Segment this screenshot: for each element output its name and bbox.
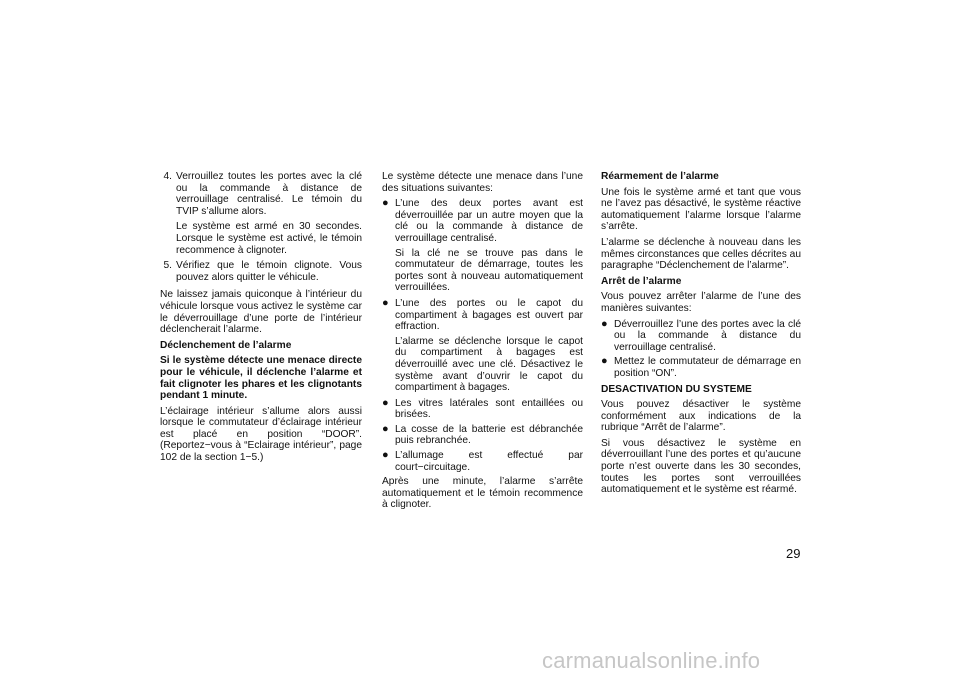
step-5-text: Vérifiez que le témoin clignote. Vous pouvez alors quitter le véhicule. xyxy=(176,260,362,283)
step-4-note: Le système est armé en 30 secondes. Lorsque le système est activé, le témoin recommence à clignoter. xyxy=(176,221,362,256)
bullet-icon: ● xyxy=(382,422,389,435)
step-5 xyxy=(160,260,362,283)
stop-bullet-2-text: Mettez le commutateur de démarrage en position “ON”. xyxy=(614,356,801,379)
threat-bullet-1-text: L’une des deux portes avant est déverrouillée par un autre moyen que la clé ou la commande à distance de verrouillage centralisé. xyxy=(395,198,583,244)
trigger-bold-paragraph: Si le système détecte une menace directe pour le véhicule, il déclenche l’alarme et fait clignoter les phares et les clignotants pendant 1 minute. xyxy=(160,355,362,402)
threat-bullet-4-text: La cosse de la batterie est débranchée puis rebranchée. xyxy=(395,423,583,447)
warning-paragraph: Ne laissez jamais quiconque à l’intérieur du véhicule lorsque vous activez le système car le déverrouillage d’une porte de l’intérieur déclencherait l’alarme. xyxy=(160,289,362,336)
heading-stop: Arrêt de l’alarme xyxy=(601,275,682,287)
bullet-icon: ● xyxy=(382,197,389,210)
column-3 xyxy=(601,171,801,500)
threat-bullet-1-note: Si la clé ne se trouve pas dans le commutateur de démarrage, toutes les portes sont à nouveau automatiquement verrouillées. xyxy=(395,247,583,294)
stop-bullet-1-text: Déverrouillez l’une des portes avec la clé ou la commande à distance du verrouillage centralisé. xyxy=(614,318,801,353)
heading-trigger: Déclenchement de l’alarme xyxy=(160,339,292,351)
column-1 xyxy=(160,171,362,468)
watermark: carmanualsonline.info xyxy=(542,648,761,673)
rearm-paragraph-1: Une fois le système armé et tant que vous ne l’avez pas désactivé, le système réactive automatiquement l’alarme lorsque l’alarme s’arrête. xyxy=(601,186,801,233)
heading-deactivation: DESACTIVATION DU SYSTEME xyxy=(601,383,752,395)
threat-bullet-2 xyxy=(382,298,583,333)
stop-bullet-1 xyxy=(601,319,801,354)
deactivation-paragraph-1: Vous pouvez désactiver le système conformément aux indications de la rubrique “Arrêt de l’alarme”. xyxy=(601,399,801,434)
threat-bullet-5 xyxy=(382,450,583,473)
bullet-icon: ● xyxy=(601,317,608,330)
threat-outro: Après une minute, l’alarme s’arrête automatiquement et le témoin recommence à clignoter. xyxy=(382,476,583,511)
step-4 xyxy=(160,171,362,217)
threat-bullet-3 xyxy=(382,398,583,421)
step-4-text: Verrouillez toutes les portes avec la clé ou la commande à distance de verrouillage centralisé. Le témoin du TVIP s’allume alors. xyxy=(176,171,362,217)
heading-rearm: Réarmement de l’alarme xyxy=(601,171,719,182)
threat-bullet-1 xyxy=(382,198,583,244)
threat-bullet-3-text: Les vitres latérales sont entaillées ou brisées. xyxy=(395,397,583,421)
threat-intro: Le système détecte une menace dans l’une des situations suivantes: xyxy=(382,171,583,194)
bullet-icon: ● xyxy=(382,396,389,409)
stop-bullet-2 xyxy=(601,356,801,379)
deactivation-paragraph-2: Si vous désactivez le système en déverrouillant l’une des portes et qu’aucune porte n’est ouverte dans les 30 secondes, toutes les portes sont verrouillées automatiquement et le système est réarmé. xyxy=(601,437,801,496)
bullet-icon: ● xyxy=(382,296,389,309)
step-5-number: 5. xyxy=(163,260,172,272)
threat-bullet-2-text: L’une des portes ou le capot du compartiment à bagages est ouvert par effraction. xyxy=(395,297,583,333)
rearm-paragraph-2: L’alarme se déclenche à nouveau dans les mêmes circonstances que celles décrites au paragraphe “Déclenchement de l’alarme”. xyxy=(601,236,801,272)
bullet-icon: ● xyxy=(382,449,389,462)
interior-light-paragraph: L’éclairage intérieur s’allume alors aussi lorsque le commutateur d’éclairage intérieur est placé en position “DOOR”. (Reportez−vous à “Eclairage intérieur”, page 102 de la section 1−5.) xyxy=(160,405,362,464)
bullet-icon: ● xyxy=(601,355,608,368)
step-4-number: 4. xyxy=(163,171,172,182)
column-2 xyxy=(382,171,583,515)
threat-bullet-5-text: L’allumage est effectué par court−circuitage. xyxy=(395,450,583,473)
threat-bullet-4 xyxy=(382,424,583,447)
stop-intro: Vous pouvez arrêter l’alarme de l’une des manières suivantes: xyxy=(601,291,801,314)
page-number: 29 xyxy=(786,546,801,561)
threat-bullet-2-note: L’alarme se déclenche lorsque le capot du compartiment à bagages est déverrouillé avec une clé. Désactivez le système avant d’ouvrir le capot du compartiment à bagages. xyxy=(395,335,583,394)
